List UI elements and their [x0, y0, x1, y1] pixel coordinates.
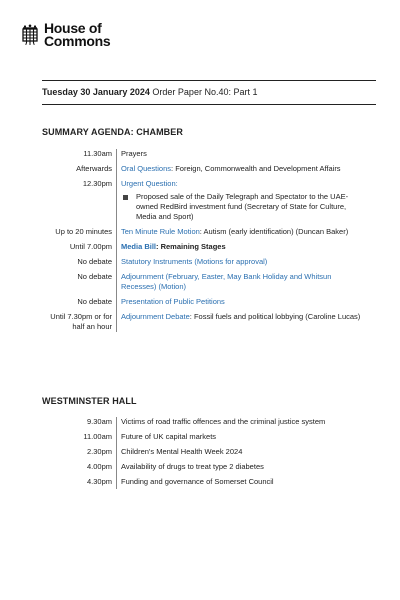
agenda-row — [42, 432, 376, 447]
agenda-time: 4.30pm — [86, 477, 112, 486]
agenda-item-link[interactable]: Media Bill — [121, 242, 157, 251]
agenda-item-text: Children's Mental Health Week 2024 — [121, 447, 243, 456]
agenda-row — [42, 257, 376, 272]
paper-date: Tuesday 30 January 2024 — [42, 87, 150, 97]
order-paper-header — [42, 87, 257, 97]
agenda-item-link[interactable]: Adjournment (February, Easter, May Bank Holiday and Whitsun Recesses) (Motion) — [121, 272, 332, 291]
agenda-time: No debate — [77, 297, 112, 306]
agenda-time: 11.00am — [83, 432, 112, 441]
agenda-item — [116, 149, 376, 164]
agenda-time: No debate — [77, 272, 112, 281]
summary-agenda-list — [42, 149, 376, 332]
square-bullet-icon — [123, 195, 128, 200]
agenda-item-text: Availability of drugs to treat type 2 diabetes — [121, 462, 264, 471]
agenda-item-text: : Remaining Stages — [156, 242, 226, 251]
agenda-time: Up to 20 minutes — [55, 227, 112, 236]
house-of-commons-logo — [20, 22, 110, 48]
agenda-row — [42, 462, 376, 477]
agenda-item — [116, 462, 376, 477]
paper-number: Order Paper No.40: Part 1 — [152, 87, 258, 97]
agenda-item — [116, 227, 376, 242]
agenda-item — [116, 417, 376, 432]
agenda-row — [42, 272, 376, 297]
header-bottom-rule — [42, 104, 376, 105]
agenda-time: No debate — [77, 257, 112, 266]
agenda-item — [116, 242, 376, 257]
agenda-item-link[interactable]: Urgent Question: — [121, 179, 178, 188]
agenda-item-text: Funding and governance of Somerset Council — [121, 477, 274, 486]
agenda-item — [116, 477, 376, 489]
agenda-time: Afterwards — [76, 164, 112, 173]
agenda-row — [42, 149, 376, 164]
westminster-hall-list — [42, 417, 376, 489]
agenda-item-link[interactable]: Oral Questions — [121, 164, 172, 173]
westminster-hall-title: WESTMINSTER HALL — [42, 396, 137, 406]
agenda-row — [42, 417, 376, 432]
agenda-item — [116, 257, 376, 272]
agenda-item — [116, 312, 376, 332]
agenda-item-text: : Autism (early identification) (Duncan Baker) — [199, 227, 349, 236]
agenda-item-link[interactable]: Adjournment Debate — [121, 312, 190, 321]
agenda-time: Until 7.00pm — [69, 242, 112, 251]
logo-line-1: House of — [44, 20, 102, 36]
agenda-time: 9.30am — [86, 417, 112, 426]
agenda-item — [116, 164, 376, 179]
agenda-item — [116, 179, 376, 227]
agenda-row — [42, 447, 376, 462]
agenda-row — [42, 179, 376, 227]
logo-line-2: Commons — [44, 33, 111, 49]
agenda-row — [42, 242, 376, 257]
header-top-rule — [42, 80, 376, 81]
agenda-time: 2.30pm — [86, 447, 112, 456]
portcullis-icon — [20, 24, 40, 46]
agenda-item-link[interactable]: Statutory Instruments (Motions for approval) — [121, 257, 268, 266]
agenda-item-text: Future of UK capital markets — [121, 432, 217, 441]
agenda-row — [42, 312, 376, 332]
agenda-subitem — [121, 192, 364, 222]
agenda-item-text: : Fossil fuels and political lobbying (Caroline Lucas) — [189, 312, 361, 321]
agenda-item-text: Victims of road traffic offences and the criminal justice system — [121, 417, 326, 426]
agenda-subitem-text: Proposed sale of the Daily Telegraph and Spectator to the UAE-owned RedBird investment fund (Secretary of State for Culture, Media and Sport) — [136, 192, 349, 221]
agenda-row — [42, 477, 376, 489]
logo-wordmark — [44, 22, 110, 48]
agenda-item — [116, 272, 376, 297]
agenda-item-link[interactable]: Presentation of Public Petitions — [121, 297, 225, 306]
agenda-row — [42, 227, 376, 242]
agenda-row — [42, 164, 376, 179]
agenda-row — [42, 297, 376, 312]
agenda-item-text: Prayers — [121, 149, 147, 158]
summary-agenda-title: SUMMARY AGENDA: CHAMBER — [42, 127, 183, 137]
agenda-time: 11.30am — [83, 149, 112, 158]
agenda-time: Until 7.30pm or for half an hour — [50, 312, 112, 331]
agenda-time: 4.00pm — [86, 462, 112, 471]
agenda-item-link[interactable]: Ten Minute Rule Motion — [121, 227, 200, 236]
agenda-item — [116, 432, 376, 447]
agenda-time: 12.30pm — [82, 179, 112, 188]
agenda-item — [116, 447, 376, 462]
agenda-item-text: : Foreign, Commonwealth and Development Affairs — [171, 164, 341, 173]
agenda-item — [116, 297, 376, 312]
